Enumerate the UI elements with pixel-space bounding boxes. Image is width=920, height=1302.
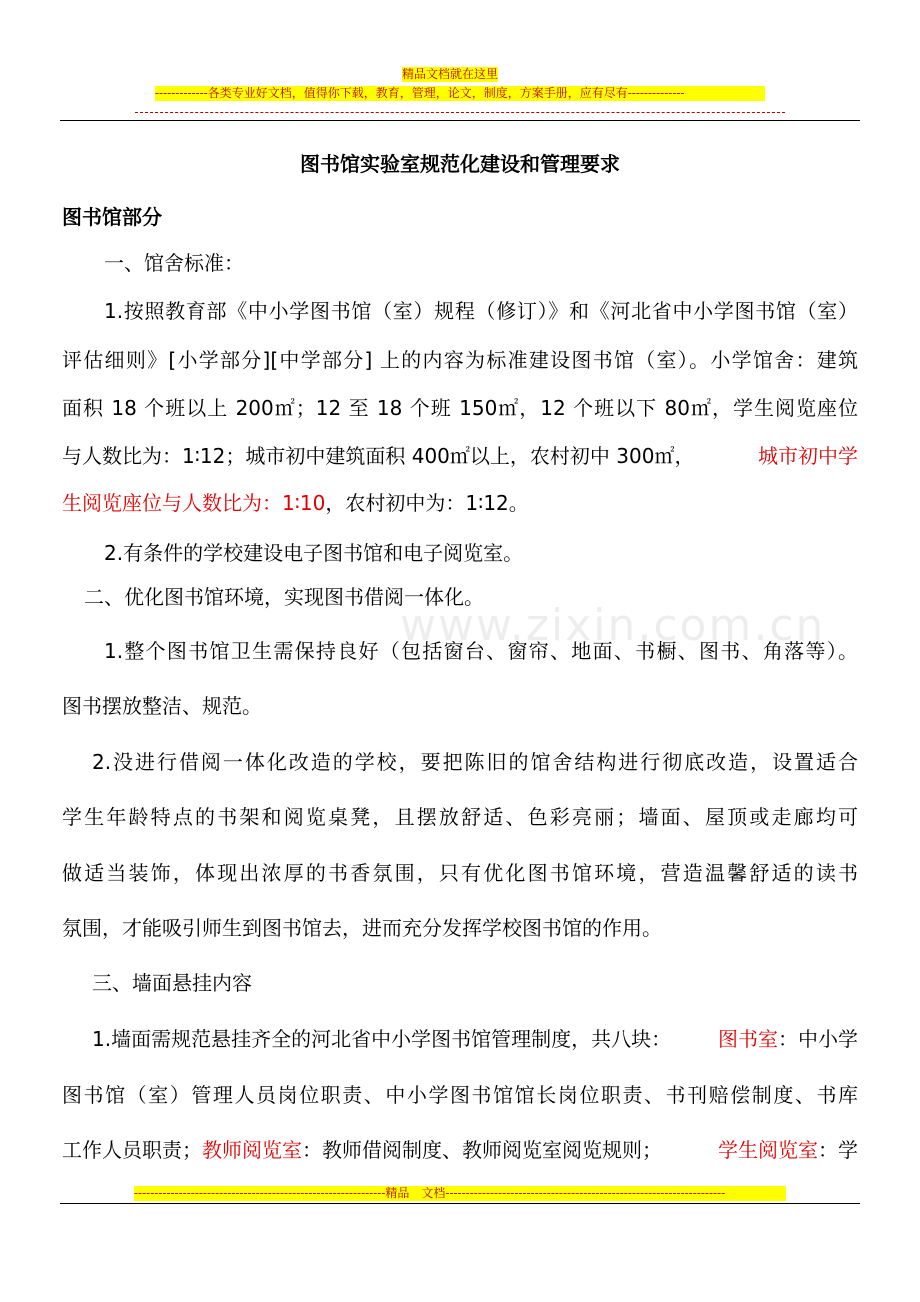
paragraph-1-line-5-text: ，农村初中为：1∶12。 <box>325 491 529 515</box>
section-heading: 图书馆部分 <box>62 205 162 229</box>
paragraph-5-line-3-text-b: ：教师借阅制度、教师阅览室阅览规则； <box>302 1138 662 1162</box>
paragraph-4-line-2: 学生年龄特点的书架和阅览桌凳，且摆放舒适、色彩亮丽；墙面、屋顶或走廊均可 <box>62 805 858 829</box>
paragraph-1-line-5 <box>62 488 529 518</box>
paragraph-1-line-4-highlight: 城市初中学 <box>758 444 858 468</box>
paragraph-4-line-4: 氛围，才能吸引师生到图书馆去，进而充分发挥学校图书馆的作用。 <box>62 916 662 940</box>
paragraph-1-line-1: 1.按照教育部《中小学图书馆（室）规程（修订）》和《河北省中小学图书馆（室） <box>104 299 858 323</box>
footer-banner: --------------------------------------------------------------精品 文档--------------------------------------------------------------------- <box>134 1186 786 1201</box>
heading-1: 一、馆舍标准： <box>104 251 244 275</box>
paragraph-3-line-2: 图书摆放整洁、规范。 <box>62 694 262 718</box>
document-title: 图书馆实验室规范化建设和管理要求 <box>300 152 620 176</box>
header-rule <box>60 120 860 121</box>
header-dashed-divider <box>135 104 785 113</box>
paragraph-5-line-2: 图书馆（室）管理人员岗位职责、中小学图书馆馆长岗位职责、书刊赔偿制度、书库 <box>62 1083 858 1107</box>
header-banner-title: 精品文档就在这里 <box>402 67 499 81</box>
paragraph-5-line-3-highlight-b: 学生阅览室 <box>718 1138 818 1162</box>
heading-2: 二、优化图书馆环境，实现图书借阅一体化。 <box>84 585 484 609</box>
paragraph-3-line-1: 1.整个图书馆卫生需保持良好（包括窗台、窗帘、地面、书橱、图书、角落等）。 <box>104 639 858 663</box>
paragraph-1-line-2: 评估细则》[小学部分][中学部分] 上的内容为标准建设图书馆（室）。小学馆舍：建筑 <box>62 348 858 372</box>
watermark: www.zixin.com.cn <box>400 600 826 651</box>
paragraph-5-line-1-highlight: 图书室 <box>718 1027 778 1051</box>
heading-3: 三、墙面悬挂内容 <box>92 971 252 995</box>
paragraph-5-line-1 <box>92 1024 858 1054</box>
paragraph-1-line-3: 面积 18 个班以上 200㎡；12 至 18 个班 150㎡，12 个班以下 80㎡，学生阅览座位 <box>62 396 858 420</box>
paragraph-1-line-4-text: 与人数比为：1∶12；城市初中建筑面积 400㎡以上，农村初中 300㎡， <box>62 444 695 468</box>
paragraph-2: 2.有条件的学校建设电子图书馆和电子阅览室。 <box>104 541 524 565</box>
paragraph-4-line-1: 2.没进行借阅一体化改造的学校，要把陈旧的馆舍结构进行彻底改造，设置适合 <box>92 750 858 774</box>
paragraph-5-line-3-tail: ：学 <box>818 1138 858 1162</box>
paragraph-5-line-3-text-a: 工作人员职责； <box>62 1138 202 1162</box>
paragraph-5-line-1-tail: ：中小学 <box>778 1027 858 1051</box>
header-banner-slogan: -------------各类专业好文档，值得你下载，教育，管理，论文，制度，方案手册，应有尽有-------------- <box>155 86 765 101</box>
paragraph-5-line-1-text: 1.墙面需规范悬挂齐全的河北省中小学图书馆管理制度，共八块： <box>92 1027 672 1051</box>
paragraph-1-line-4 <box>62 441 858 471</box>
footer-rule <box>60 1203 860 1204</box>
paragraph-5-line-3-highlight-a: 教师阅览室 <box>202 1138 302 1162</box>
paragraph-5-line-3 <box>62 1135 858 1165</box>
paragraph-1-line-5-highlight: 生阅览座位与人数比为：1∶10 <box>62 491 326 515</box>
paragraph-4-line-3: 做适当装饰，体现出浓厚的书香氛围，只有优化图书馆环境，营造温馨舒适的读书 <box>62 861 858 885</box>
